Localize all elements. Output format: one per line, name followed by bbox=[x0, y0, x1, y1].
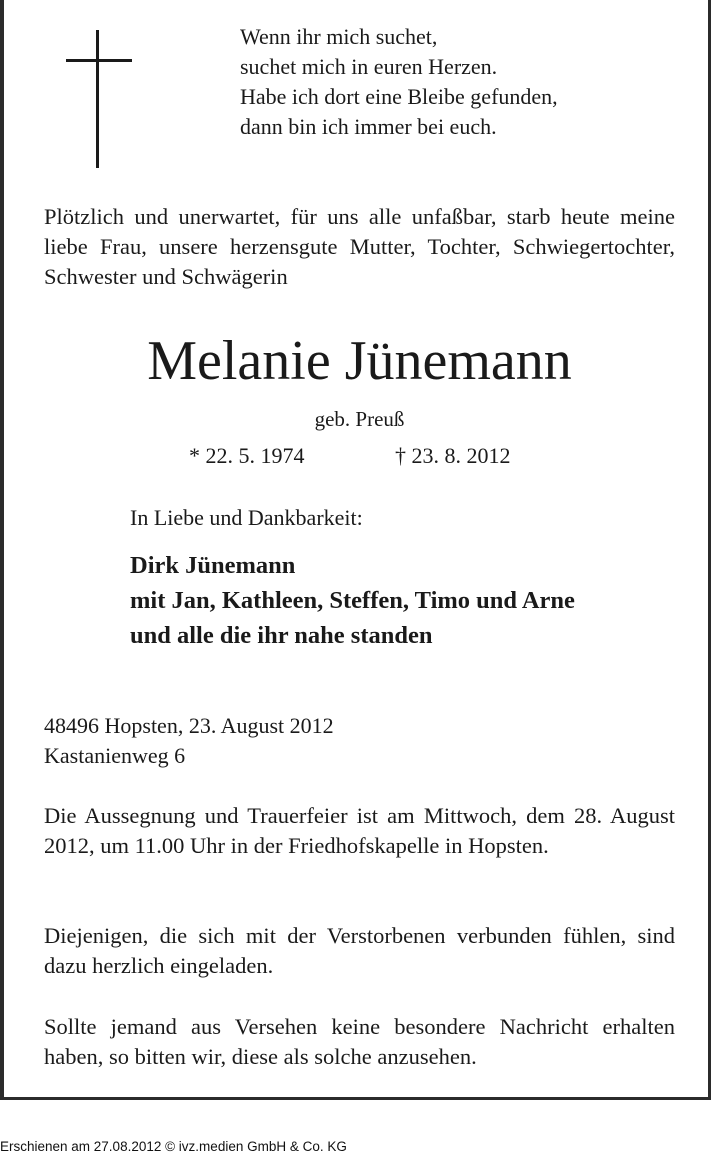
maiden-name: geb. Preuß bbox=[314, 407, 405, 431]
mourners bbox=[130, 548, 575, 653]
publication-footer: Erschienen am 27.08.2012 © ivz.medien GmbH & Co. KG bbox=[0, 1139, 347, 1154]
closing-line: In Liebe und Dankbarkeit: bbox=[130, 505, 363, 530]
death-date: † 23. 8. 2012 bbox=[395, 443, 511, 468]
cross-icon bbox=[66, 30, 132, 168]
deceased-name: Melanie Jünemann bbox=[147, 330, 572, 392]
verse-line: Habe ich dort eine Bleibe gefunden, bbox=[240, 84, 558, 109]
verse-line: Wenn ihr mich suchet, bbox=[240, 24, 438, 49]
service-paragraph: Die Aussegnung und Trauerfeier ist am Mittwoch, dem 28. August 2012, um 11.00 Uhr in der Friedhofskapelle in Hopsten. bbox=[44, 803, 675, 858]
notice-paragraph: Sollte jemand aus Versehen keine besondere Nachricht erhalten haben, so bitten wir, diese als solche anzusehen. bbox=[44, 1014, 675, 1069]
birth-date: * 22. 5. 1974 bbox=[189, 443, 305, 468]
verse-line: suchet mich in euren Herzen. bbox=[240, 54, 498, 79]
verse-line: dann bin ich immer bei euch. bbox=[240, 114, 497, 139]
mourner-line: mit Jan, Kathleen, Steffen, Timo und Arne bbox=[130, 587, 575, 614]
mourner-line: Dirk Jünemann bbox=[130, 552, 296, 579]
address-line: 48496 Hopsten, 23. August 2012 bbox=[44, 713, 334, 738]
address bbox=[44, 711, 334, 771]
mourner-line: und alle die ihr nahe standen bbox=[130, 622, 433, 649]
verse bbox=[240, 22, 558, 142]
address-line: Kastanienweg 6 bbox=[44, 743, 186, 768]
intro-text: Plötzlich und unerwartet, für uns alle unfaßbar, starb heute meine liebe Frau, unsere herzensgute Mutter, Tochter, Schwiegertochter, Schwester und Schwägerin bbox=[44, 204, 675, 289]
invitation-paragraph: Diejenigen, die sich mit der Verstorbenen verbunden fühlen, sind dazu herzlich eingeladen. bbox=[44, 923, 675, 978]
